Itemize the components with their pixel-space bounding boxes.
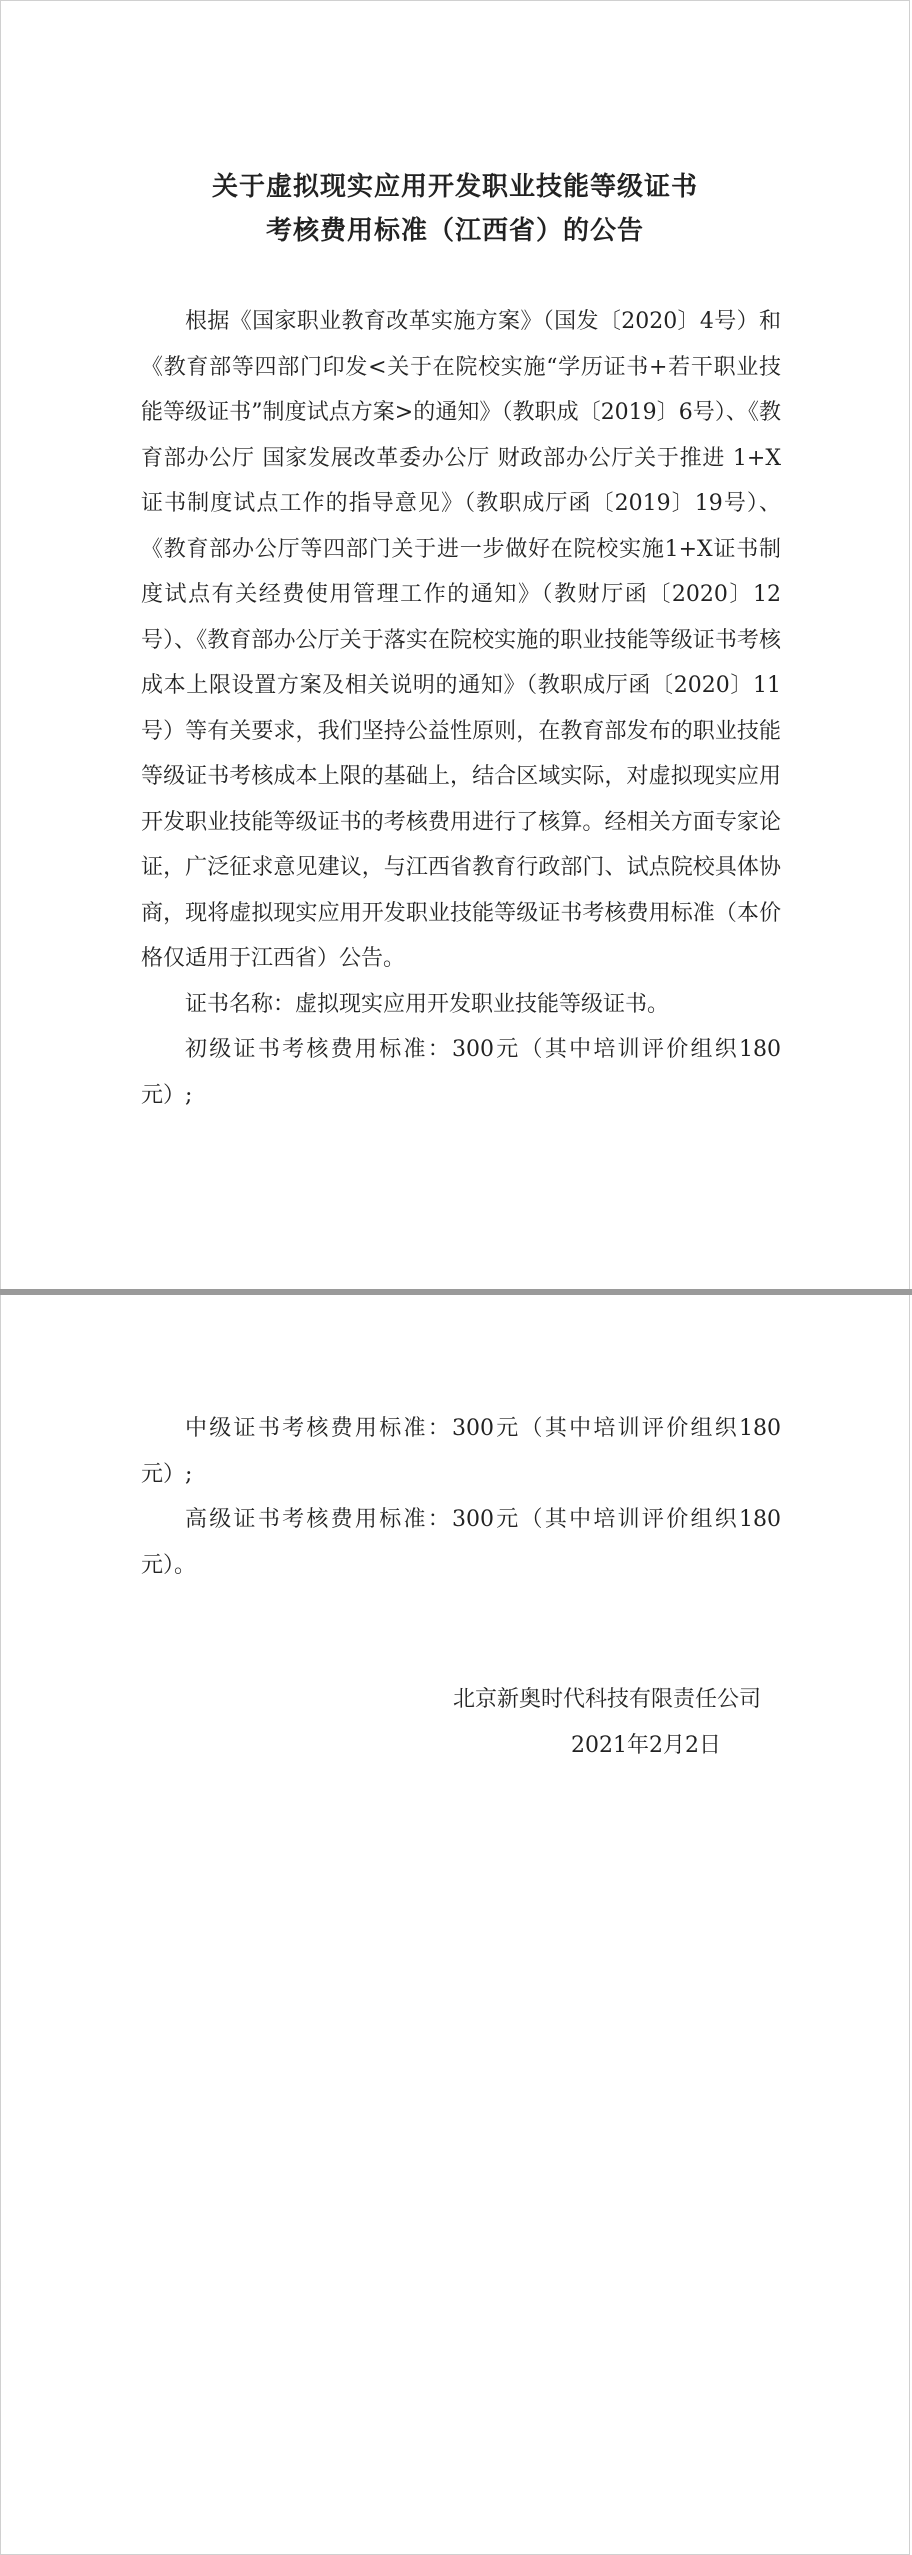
signature-organization: 北京新奥时代科技有限责任公司 [452, 1687, 761, 1712]
paragraph-certificate-name: 证书名称：虚拟现实应用开发职业技能等级证书。 [185, 991, 670, 1017]
document-title [1, 165, 909, 253]
signature-date: 2021年2月2日 [571, 1733, 721, 1758]
title-line-2: 考核费用标准（江西省）的公告 [265, 216, 644, 246]
paragraph-junior-fee: 初级证书考核费用标准：300元（其中培训评价组织180元）; [141, 1037, 781, 1108]
paragraph-senior-fee: 高级证书考核费用标准：300元（其中培训评价组织180元）。 [141, 1507, 781, 1578]
paragraph-basis: 根据《国家职业教育改革实施方案》（国发〔2020〕4号）和《教育部等四部门印发<关于在院校实施“学历证书+若干职业技能等级证书”制度试点方案>的通知》（教职成〔2019〕6号）、《教育部办公厅 国家发展改革委办公厅 财政部办公厅关于推进 1+X 证书制度试点工作的指导意见》（教职成厅函〔2019〕19号）、《教育部办公厅等四部门关于进一步做好在院校实施1+X证书制度试点有关经费使用管理工作的通知》（教财厅函〔2020〕12号）、《教育部办公厅关于落实在院校实施的职业技能等级证书考核成本上限设置方案及相关说明的通知》（教职成厅函〔2020〕11号）等有关要求，我们坚持公益性原则，在教育部发布的职业技能等级证书考核成本上限的基础上，结合区域实际，对虚拟现实应用开发职业技能等级证书的考核费用进行了核算。经相关方面专家论证，广泛征求意见建议，与江西省教育行政部门、试点院校具体协商，现将虚拟现实应用开发职业技能等级证书考核费用标准（本价格仅适用于江西省）公告。 [141, 309, 781, 971]
paragraph-intermediate-fee: 中级证书考核费用标准：300元（其中培训评价组织180元）; [141, 1416, 781, 1487]
title-line-1: 关于虚拟现实应用开发职业技能等级证书 [211, 172, 698, 202]
signature-block [453, 1677, 761, 1769]
document-body-page-1 [141, 299, 781, 1118]
document-page-2 [0, 1295, 910, 2555]
document-body-page-2 [141, 1406, 781, 1588]
